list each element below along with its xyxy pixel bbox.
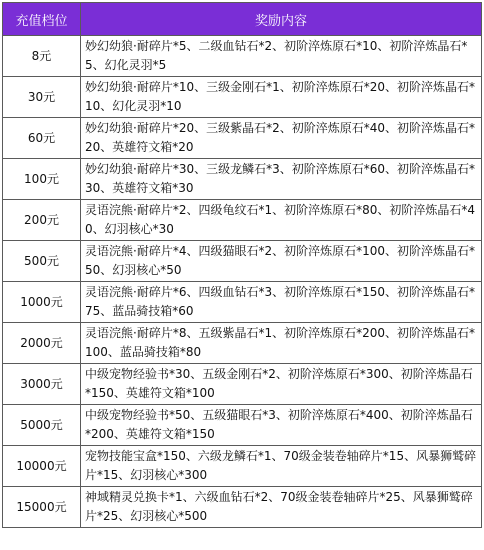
table-row <box>3 405 482 446</box>
tier-cell: 30元 <box>3 77 81 118</box>
table-row <box>3 364 482 405</box>
table-row <box>3 241 482 282</box>
tier-cell: 5000元 <box>3 405 81 446</box>
reward-cell: 妙幻幼狼·耐碎片*5、二级血钻石*2、初阶淬炼原石*10、初阶淬炼晶石*5、幻化灵羽*5 <box>81 36 482 77</box>
reward-cell: 神域精灵兑换卡*1、六级血钻石*2、70级金装卷轴碎片*25、风暴狮鹫碎片*25、幻羽核心*500 <box>81 487 482 528</box>
table-row <box>3 323 482 364</box>
table-row <box>3 77 482 118</box>
reward-cell: 宠物技能宝盒*150、六级龙鳞石*1、70级金装卷轴碎片*15、风暴狮鹫碎片*15、幻羽核心*300 <box>81 446 482 487</box>
tier-cell: 8元 <box>3 36 81 77</box>
tier-cell: 15000元 <box>3 487 81 528</box>
tier-cell: 100元 <box>3 159 81 200</box>
reward-cell: 灵语浣熊·耐碎片*6、四级血钻石*3、初阶淬炼原石*150、初阶淬炼晶石*75、蓝品骑技箱*60 <box>81 282 482 323</box>
reward-cell: 妙幻幼狼·耐碎片*10、三级金刚石*1、初阶淬炼原石*20、初阶淬炼晶石*10、幻化灵羽*10 <box>81 77 482 118</box>
reward-cell: 中级宠物经验书*30、五级金刚石*2、初阶淬炼原石*300、初阶淬炼晶石*150、英雄符文箱*100 <box>81 364 482 405</box>
header-tier: 充值档位 <box>3 3 81 36</box>
header-reward: 奖励内容 <box>81 3 482 36</box>
table-row <box>3 200 482 241</box>
reward-cell: 妙幻幼狼·耐碎片*30、三级龙鳞石*3、初阶淬炼原石*60、初阶淬炼晶石*30、英雄符文箱*30 <box>81 159 482 200</box>
table-row <box>3 118 482 159</box>
table-row <box>3 282 482 323</box>
table-header-row <box>3 3 482 36</box>
reward-cell: 妙幻幼狼·耐碎片*20、三级紫晶石*2、初阶淬炼原石*40、初阶淬炼晶石*20、英雄符文箱*20 <box>81 118 482 159</box>
recharge-reward-table <box>2 2 482 528</box>
table-row <box>3 36 482 77</box>
table-row <box>3 159 482 200</box>
reward-cell: 灵语浣熊·耐碎片*8、五级紫晶石*1、初阶淬炼原石*200、初阶淬炼晶石*100、蓝品骑技箱*80 <box>81 323 482 364</box>
tier-cell: 1000元 <box>3 282 81 323</box>
tier-cell: 60元 <box>3 118 81 159</box>
table-row <box>3 446 482 487</box>
tier-cell: 3000元 <box>3 364 81 405</box>
reward-cell: 灵语浣熊·耐碎片*4、四级猫眼石*2、初阶淬炼原石*100、初阶淬炼晶石*50、幻羽核心*50 <box>81 241 482 282</box>
tier-cell: 2000元 <box>3 323 81 364</box>
tier-cell: 10000元 <box>3 446 81 487</box>
table-row <box>3 487 482 528</box>
tier-cell: 200元 <box>3 200 81 241</box>
reward-cell: 灵语浣熊·耐碎片*2、四级龟纹石*1、初阶淬炼原石*80、初阶淬炼晶石*40、幻羽核心*30 <box>81 200 482 241</box>
reward-cell: 中级宠物经验书*50、五级猫眼石*3、初阶淬炼原石*400、初阶淬炼晶石*200、英雄符文箱*150 <box>81 405 482 446</box>
tier-cell: 500元 <box>3 241 81 282</box>
